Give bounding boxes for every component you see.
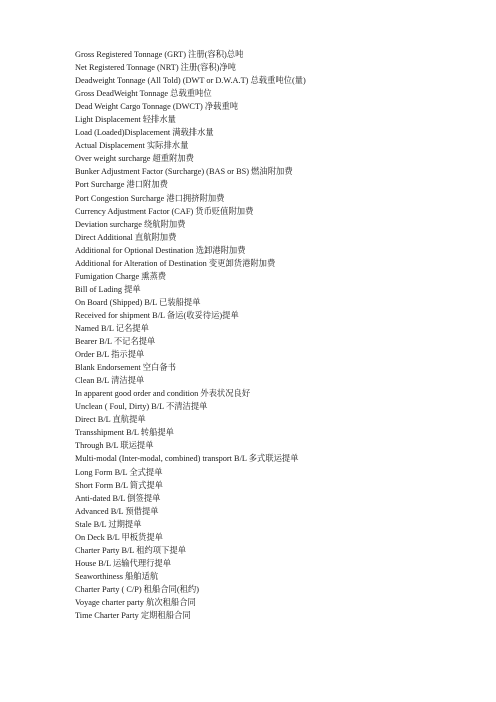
glossary-term-list: [75, 48, 306, 622]
glossary-entry: Charter Party B/L 租约项下提单: [75, 545, 186, 555]
glossary-entry: Transshipment B/L 转船提单: [75, 428, 174, 438]
glossary-entry: Clean B/L 清洁提单: [75, 376, 145, 386]
glossary-entry: Over weight surcharge 超重附加费: [75, 154, 194, 164]
glossary-entry: Voyage charter party 航次租船合同: [75, 597, 196, 607]
glossary-entry: Direct B/L 直航提单: [75, 415, 146, 425]
glossary-entry: Seaworthiness 船舶适航: [75, 571, 159, 581]
glossary-entry: Actual Displacement 实际排水量: [75, 141, 189, 151]
glossary-entry: Currency Adjustment Factor (CAF) 货币贬值附加费: [75, 206, 254, 216]
glossary-entry: Long Form B/L 全式提单: [75, 467, 163, 477]
glossary-entry: Deadweight Tonnage (All Told) (DWT or D.W.A.T) 总载重吨位(量): [75, 76, 306, 86]
glossary-entry: Blank Endorsement 空白备书: [75, 363, 176, 373]
glossary-entry: Bill of Lading 提单: [75, 284, 141, 294]
glossary-entry: Bunker Adjustment Factor (Surcharge) (BAS or BS) 燃油附加费: [75, 167, 293, 177]
glossary-entry: Unclean ( Foul, Dirty) B/L 不清洁提单: [75, 402, 208, 412]
glossary-entry: Direct Additional 直航附加费: [75, 232, 177, 242]
glossary-entry: Gross Registered Tonnage (GRT) 注册(容积)总吨: [75, 50, 244, 59]
glossary-entry: In apparent good order and condition 外表状况良好: [75, 389, 251, 399]
glossary-entry: Deviation surcharge 绕航附加费: [75, 219, 186, 229]
glossary-entry: On Board (Shipped) B/L 已装船提单: [75, 297, 201, 307]
glossary-entry: Named B/L 记名提单: [75, 323, 149, 333]
glossary-entry: Port Congestion Surcharge 港口拥挤附加费: [75, 193, 225, 203]
glossary-entry: Net Registered Tonnage (NRT) 注册(容积)净吨: [75, 63, 236, 73]
glossary-entry: House B/L 运输代理行提单: [75, 558, 172, 568]
glossary-entry: Gross DeadWeight Tonnage 总载重吨位: [75, 89, 212, 99]
glossary-entry: Stale B/L 过期提单: [75, 519, 142, 529]
glossary-entry: Port Surcharge 港口附加费: [75, 180, 168, 190]
glossary-entry: Light Displacement 轻排水量: [75, 115, 176, 125]
glossary-entry: Multi-modal (Inter-modal, combined) transport B/L 多式联运提单: [75, 454, 299, 464]
glossary-entry: Advanced B/L 预借提单: [75, 506, 159, 516]
glossary-entry: Through B/L 联运提单: [75, 441, 154, 451]
glossary-entry: Dead Weight Cargo Tonnage (DWCT) 净载重吨: [75, 102, 239, 112]
glossary-entry: Received for shipment B/L 备运(收妥待运)提单: [75, 310, 239, 320]
glossary-entry: Order B/L 指示提单: [75, 350, 145, 360]
glossary-entry: Anti-dated B/L 倒签提单: [75, 493, 161, 503]
glossary-entry: Additional for Alteration of Destination 变更卸货港附加费: [75, 258, 276, 268]
glossary-entry: Load (Loaded)Displacement 满载排水量: [75, 128, 214, 138]
glossary-entry: Short Form B/L 简式提单: [75, 480, 163, 490]
glossary-entry: Additional for Optional Destination 选卸港附加费: [75, 245, 246, 255]
glossary-entry: Bearer B/L 不记名提单: [75, 337, 156, 347]
glossary-entry: On Deck B/L 甲板货提单: [75, 532, 163, 542]
glossary-entry: Time Charter Party 定期租船合同: [75, 611, 191, 621]
glossary-entry: Fumigation Charge 熏蒸费: [75, 271, 167, 281]
glossary-entry: Charter Party ( C/P) 租船合同(租约): [75, 584, 199, 594]
